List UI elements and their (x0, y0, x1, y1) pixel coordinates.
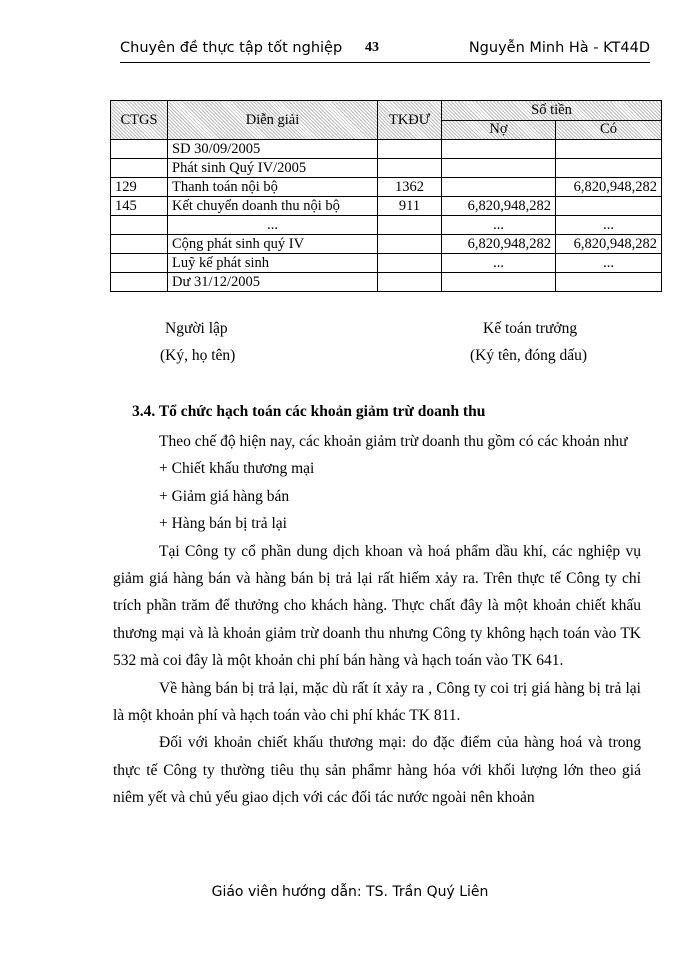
cell-no: ... (442, 254, 556, 273)
signature-left-title: Người lập (165, 320, 228, 337)
table-row (111, 235, 662, 254)
cell-tkdu: 1362 (378, 178, 442, 197)
cell-dien-giai: Cộng phát sinh quý IV (168, 235, 378, 254)
cell-tkdu (378, 159, 442, 178)
cell-tkdu (378, 254, 442, 273)
signature-left-note: (Ký, họ tên) (160, 347, 236, 364)
header-ctgs: CTGS (111, 101, 168, 140)
cell-no (442, 159, 556, 178)
signature-right-title: Kế toán trưởng (483, 320, 578, 337)
cell-dien-giai: ... (168, 216, 378, 235)
header-so-tien: Số tiền (442, 101, 662, 121)
cell-ctgs (111, 273, 168, 292)
cell-co (556, 159, 662, 178)
cell-no: 6,820,948,282 (442, 235, 556, 254)
cell-tkdu (378, 235, 442, 254)
body-paragraph: Đối với khoản chiết khấu thương mại: do đặc điểm của hàng hoá và trong thực tế Công ty thường tiêu thụ sản phẩmr hàng hóa với khối lượng lớn theo giá niêm yết và chủ yếu giao dịch với các đối tác nước ngoài nên khoản (113, 734, 641, 807)
table-row (111, 140, 662, 159)
cell-ctgs (111, 159, 168, 178)
cell-ctgs (111, 140, 168, 159)
table-row (111, 159, 662, 178)
cell-co: ... (556, 254, 662, 273)
cell-ctgs (111, 254, 168, 273)
cell-co (556, 140, 662, 159)
cell-tkdu: 911 (378, 197, 442, 216)
cell-dien-giai: Luỹ kế phát sinh (168, 254, 378, 273)
cell-ctgs (111, 216, 168, 235)
cell-tkdu (378, 140, 442, 159)
list-item: + Chiết khấu thương mại (159, 460, 315, 478)
cell-dien-giai: Phát sinh Quý IV/2005 (168, 159, 378, 178)
cell-co: 6,820,948,282 (556, 235, 662, 254)
header-divider (120, 62, 650, 63)
ledger-table (110, 100, 662, 292)
cell-tkdu (378, 216, 442, 235)
cell-tkdu (378, 273, 442, 292)
cell-ctgs: 145 (111, 197, 168, 216)
header-no: Nợ (442, 120, 556, 140)
header-author: Nguyễn Minh Hà - KT44D (468, 40, 650, 56)
cell-ctgs (111, 235, 168, 254)
intro-paragraph: Theo chế độ hiện nay, các khoản giảm trừ doanh thu gồm có các khoản như (159, 433, 628, 450)
body-paragraph: Về hàng bán bị trả lại, mặc dù rất ít xảy ra , Công ty coi trị giá hàng bị trả lại là một khoản phí và hạch toán vào chi phí khác TK 811. (113, 679, 641, 725)
page-footer: Giáo viên hướng dẫn: TS. Trần Quý Liên (211, 884, 489, 900)
cell-co (556, 273, 662, 292)
cell-no (442, 273, 556, 292)
table-row (111, 254, 662, 273)
cell-ctgs: 129 (111, 178, 168, 197)
header-co: Có (556, 120, 662, 140)
section-title: 3.4. Tổ chức hạch toán các khoản giảm trừ doanh thu (132, 403, 486, 420)
header-dien-giai: Diễn giải (168, 101, 378, 140)
cell-co (556, 197, 662, 216)
section-body (113, 428, 641, 812)
table-row (111, 216, 662, 235)
header-tkdu: TKĐƯ (378, 101, 442, 140)
table-row (111, 178, 662, 197)
table-row (111, 197, 662, 216)
table-header-row (111, 101, 662, 121)
cell-co: 6,820,948,282 (556, 178, 662, 197)
table-row (111, 273, 662, 292)
cell-no: ... (442, 216, 556, 235)
cell-dien-giai: Thanh toán nội bộ (168, 178, 378, 197)
list-item: + Hàng bán bị trả lại (159, 515, 287, 533)
cell-dien-giai: Kết chuyển doanh thu nội bộ (168, 197, 378, 216)
signature-right-note: (Ký tên, đóng dấu) (470, 347, 588, 364)
list-item: + Giảm giá hàng bán (159, 487, 290, 505)
cell-dien-giai: Dư 31/12/2005 (168, 273, 378, 292)
cell-co: ... (556, 216, 662, 235)
cell-no: 6,820,948,282 (442, 197, 556, 216)
cell-dien-giai: SD 30/09/2005 (168, 140, 378, 159)
page-header (120, 40, 650, 62)
page-number: 43 (365, 40, 379, 55)
cell-no (442, 178, 556, 197)
body-paragraph: Tại Công ty cổ phần dung dịch khoan và hoá phẩm dầu khí, các nghiệp vụ giảm giá hàng bán và hàng bán bị trả lại rất hiếm xảy ra. Trên thực tế Công ty chỉ trích phần trăm để thưởng cho khách hàng. Thực chất đây là một khoản chiết khấu thương mại và là khoản giảm trừ doanh thu nhưng Công ty không hạch toán vào TK 532 mà coi đây là một khoản chi phí bán hàng và hạch toán vào TK 641. (113, 542, 641, 670)
header-title: Chuyên đề thực tập tốt nghiệp (120, 40, 343, 56)
cell-no (442, 140, 556, 159)
